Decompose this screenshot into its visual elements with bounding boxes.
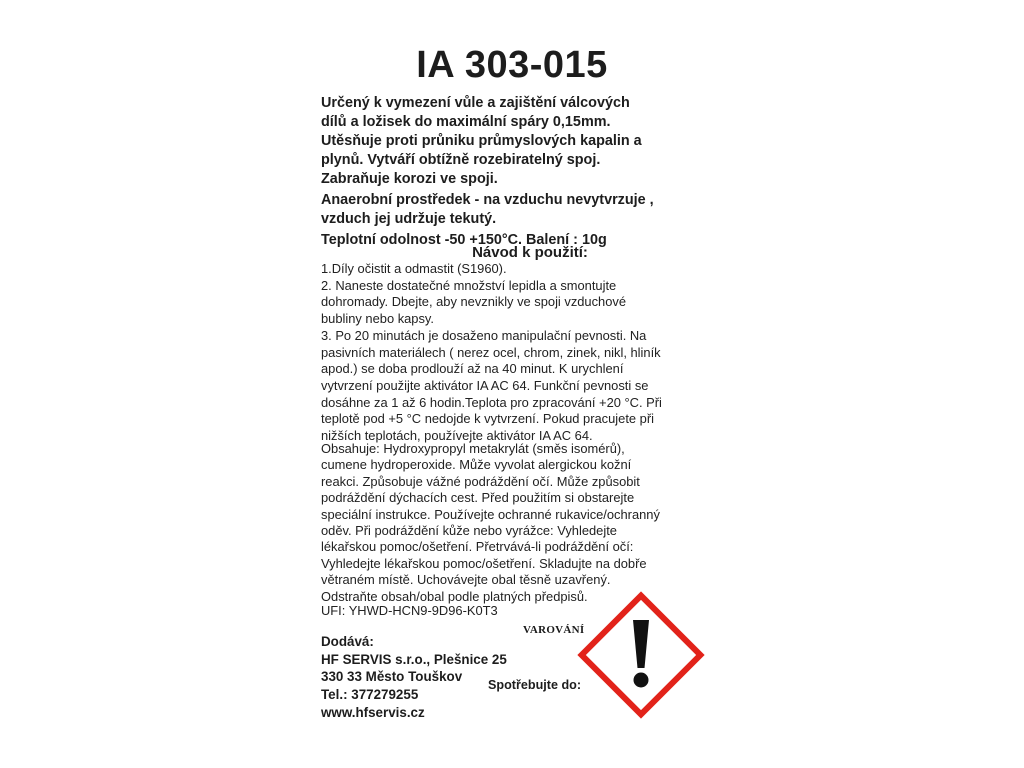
anaerobic-note: Anaerobní prostředek - na vzduchu nevytvrzuje , vzduch jej udržuje tekutý.: [321, 192, 654, 227]
instruction-step-1: 1.Díly očistit a odmastit (S1960).: [321, 261, 507, 276]
temperature-and-package: Teplotní odolnost -50 +150°C. Balení : 10g: [321, 232, 607, 248]
instruction-step-2: 2. Naneste dostatečné množství lepidla a smontujte dohromady. Dbejte, aby nevznikly ve spoji vzduchové bubliny nebo kapsy.: [321, 277, 627, 327]
ufi-code: UFI: YHWD-HCN9-9D96-K0T3: [321, 603, 498, 618]
instruction-step-3: 3. Po 20 minutách je dosaženo manipulační pevnosti. Na pasivních materiálech ( nerez ocel, chrom, zinek, nikl, hliník apod.) se doba prodlouží až na 40 minut. K urychlení vytvrzení použijte aktivátor IA AC 64. Funkční pevnosti se dosáhne za 1 až 6 hodin.Teplota pro zpracování +20 °C. Při teplotě pod +5 °C nedojde k vytvrzení. Pokud pracujete při nižších teplotách, používejte aktivátor IA AC 64.: [321, 327, 662, 444]
supplier-website: www.hfservis.cz: [321, 704, 425, 720]
instructions-heading: Návod k použití:: [472, 244, 588, 261]
ghs-exclamation-mark-icon: [576, 590, 706, 720]
exclamation-dot: [634, 673, 649, 688]
supplier-company: HF SERVIS s.r.o., Plešnice 25: [321, 651, 507, 667]
hazard-statement-block: [321, 441, 705, 605]
supplier-label: Dodává:: [321, 634, 374, 649]
hazard-statements: Obsahuje: Hydroxypropyl metakrylát (směs isomérů), cumene hydroperoxide. Může vyvolat alergickou kožní reakci. Způsobuje vážné podráždění očí. Může způsobit podráždění dýchacích cest. Před použitím si obstarejte speciální instrukce. Používejte ochranné rukavice/ochranný oděv. Při podráždění kůže nebo vyrážce: Vyhledejte lékařskou pomoc/ošetření. Přetrvává-li podráždění očí: Vyhledejte lékařskou pomoc/ošetření. Skladujte na dobře větraném místě. Uchovávejte obal těsně uzavřený. Odstraňte obsah/obal podle platných předpisů.: [321, 441, 660, 604]
supplier-phone: Tel.: 377279255: [321, 687, 419, 703]
use-by-label: Spotřebujte do:: [488, 678, 582, 692]
supplier-city: 330 33 Město Touškov: [321, 669, 463, 685]
product-description: Určený k vymezení vůle a zajištění válcových dílů a ložisek do maximální spáry 0,15mm. Utěsňuje proti průniku průmyslových kapalin a plynů. Vytváří obtížně rozebiratelný spoj. Zabraňuje korozi ve spoji.: [321, 95, 642, 187]
product-title: IA 303-015: [416, 44, 608, 86]
product-description-block: [321, 94, 721, 250]
instructions-block: [321, 261, 711, 445]
signal-word: VAROVÁNÍ: [523, 624, 585, 636]
